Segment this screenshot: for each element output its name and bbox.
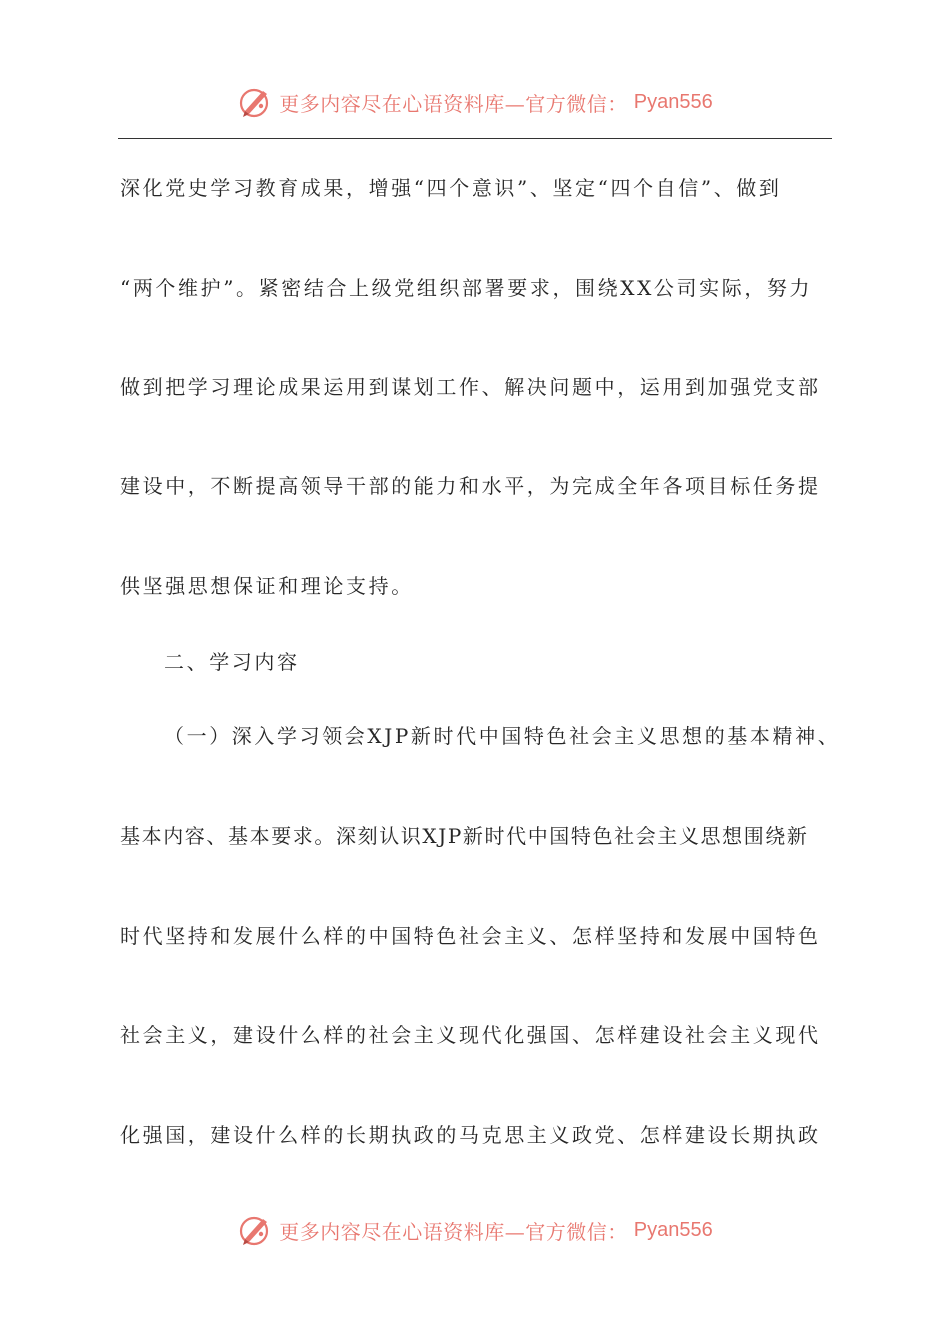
body-line-4: 建设中，不断提高领导干部的能力和水平，为完成全年各项目标任务提 [120,474,821,498]
body-line-9: 时代坚持和发展什么样的中国特色社会主义、怎样坚持和发展中国特色 [120,924,821,948]
pen-logo-icon [237,84,273,120]
header-banner-id: Pyan556 [633,90,713,113]
body-line-3: 做到把学习理论成果运用到谋划工作、解决问题中，运用到加强党支部 [120,375,821,399]
body-line-7: （一）深入学习领会XJP新时代中国特色社会主义思想的基本精神、 [164,724,841,748]
footer-banner-id: Pyan556 [633,1218,713,1241]
body-line-5: 供坚强思想保证和理论支持。 [120,574,414,598]
section-heading: 二、学习内容 [164,650,300,674]
body-line-10: 社会主义，建设什么样的社会主义现代化强国、怎样建设社会主义现代 [120,1023,821,1047]
body-line-2: “两个维护”。紧密结合上级党组织部署要求，围绕XX公司实际，努力 [120,276,813,300]
footer-banner-text: 更多内容尽在心语资料库—官方微信： [279,1219,628,1244]
body-line-11: 化强国，建设什么样的长期执政的马克思主义政党、怎样建设长期执政 [120,1123,821,1147]
body-line-8: 基本内容、基本要求。深刻认识XJP新时代中国特色社会主义思想围绕新 [120,824,809,848]
footer-banner [0,1210,950,1250]
header-banner-text: 更多内容尽在心语资料库—官方微信： [279,91,628,116]
body-line-1: 深化党史学习教育成果，增强“四个意识”、坚定“四个自信”、做到 [120,176,782,200]
header-banner [0,82,950,122]
header-divider [118,138,832,139]
pen-logo-icon [237,1212,273,1248]
